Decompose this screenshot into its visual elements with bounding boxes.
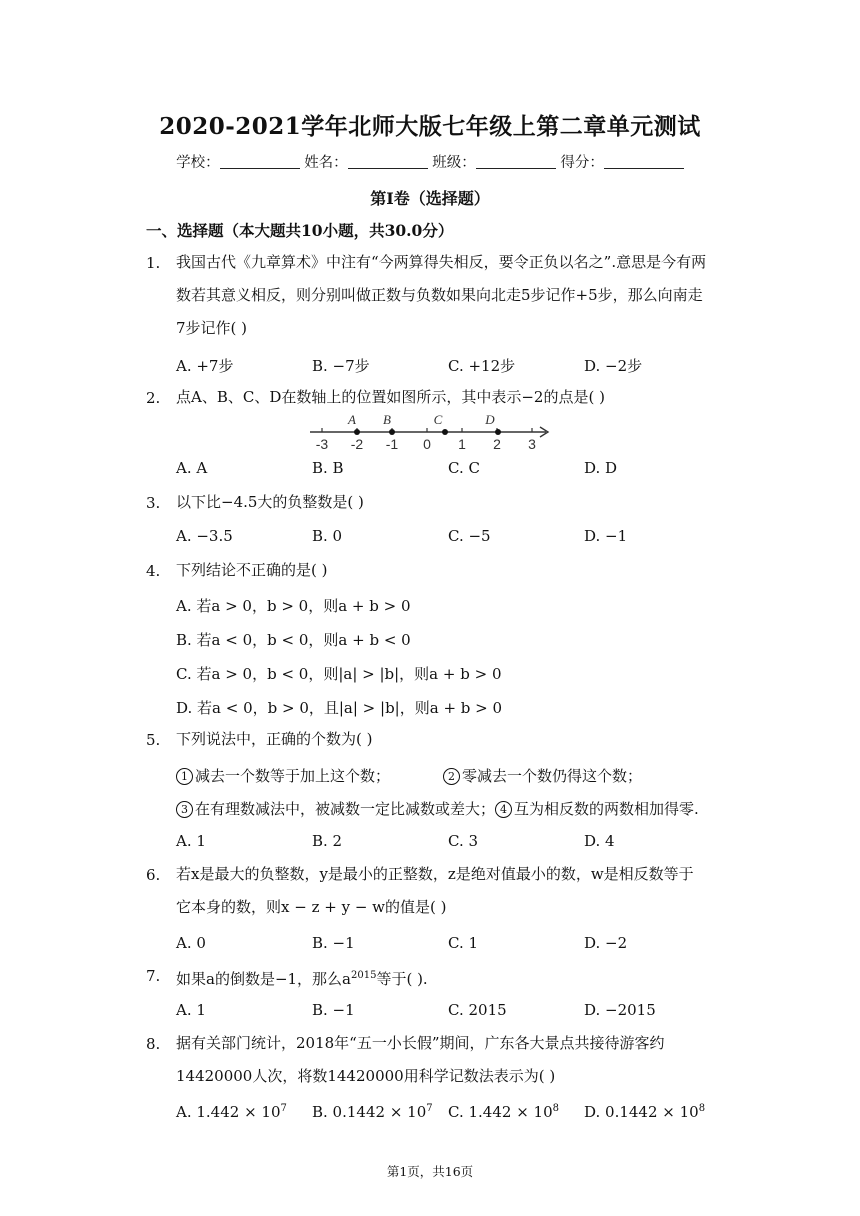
option-b: B. −1: [312, 1001, 355, 1019]
option-a: A. A: [176, 459, 208, 477]
tick-label: 3: [528, 436, 536, 452]
point-a-dot: [354, 429, 360, 435]
class-label: 班级：: [432, 155, 476, 171]
point-c-dot: [442, 429, 448, 435]
option-d: D. −1: [584, 527, 628, 545]
question-number: 5.: [146, 731, 161, 749]
option-c: C. −5: [448, 527, 491, 545]
question-line: 数若其意义相反，则分别叫做正数与负数如果向北走5步记作+5步，那么向南走: [176, 286, 703, 304]
option-a: A. 0: [176, 934, 206, 952]
exponent: 7: [280, 1103, 287, 1114]
option-a: A. +7步: [176, 357, 234, 375]
option-b: B. 0: [312, 527, 343, 545]
point-d-label: D: [485, 412, 495, 427]
option-d: D. 若a < 0，b > 0，且|a| > |b|，则a + b > 0: [176, 699, 503, 717]
question-line: 据有关部门统计，2018年“五一小长假”期间，广东各大景点共接待游客约: [176, 1034, 665, 1052]
option-d: D. −2步: [584, 357, 643, 375]
class-blank: [476, 154, 556, 169]
option-c: C. 3: [448, 832, 479, 850]
exponent: 8: [698, 1103, 706, 1114]
statement-text: 零减去一个数仍得这个数；: [462, 767, 643, 785]
question-line: 以下比−4.5大的负整数是( ): [176, 493, 364, 511]
option-b: B. $0.1442 \times 10^7$: [312, 1103, 433, 1121]
question-line: 14420000人次，将数14420000用科学记数法表示为( ): [176, 1067, 556, 1085]
option-d: D. $0.1442 \times 10^8$: [584, 1103, 706, 1121]
question-number: 6.: [146, 866, 161, 884]
volume-heading: 第I卷（选择题）: [370, 189, 490, 208]
question-number: 3.: [146, 494, 161, 512]
option-a: A. $1.442 \times 10^7$: [176, 1103, 287, 1121]
question-text: [176, 246, 716, 345]
question-line: [176, 959, 716, 996]
name-label: 姓名：: [304, 155, 348, 171]
point-c-label: C: [433, 412, 443, 427]
exponent: 8: [552, 1103, 559, 1114]
option-b: B. 2: [312, 832, 343, 850]
page-title: 2020-2021学年北师大版七年级上第二章单元测试: [159, 113, 701, 140]
question-number: 7.: [146, 967, 161, 985]
option-c: C. 2015: [448, 1001, 507, 1019]
school-label: 学校：: [176, 155, 220, 171]
statement-line: [176, 765, 390, 786]
tick-label: -3: [315, 436, 329, 452]
point-d-dot: [495, 429, 501, 435]
option-b: B. B: [312, 459, 344, 477]
statement-text: 减去一个数等于加上这个数；: [195, 767, 391, 785]
tick-label: -2: [350, 436, 364, 452]
option-b: B. −1: [312, 934, 355, 952]
statement-line: [443, 765, 642, 786]
question-line: 7步记作( ): [176, 319, 248, 337]
option-c: C. +12步: [448, 357, 516, 375]
option-c: C. C: [448, 459, 480, 477]
exponent: 7: [426, 1103, 433, 1114]
circled-number: 1: [176, 768, 193, 785]
question-text: [176, 858, 716, 924]
option-a: A. −3.5: [176, 527, 233, 545]
option-d: D. −2: [584, 934, 628, 952]
statement-text: 在有理数减法中，被减数一定比减数或差大；: [195, 800, 496, 818]
question-line: 它本身的数，则x − z + y − w的值是( ): [176, 898, 447, 916]
question-line: 点A、B、C、D在数轴上的位置如图所示，其中表示−2的点是( ): [176, 388, 605, 406]
question-number: 4.: [146, 562, 161, 580]
question-line: 下列结论不正确的是( ): [176, 561, 328, 579]
question-number: 8.: [146, 1035, 161, 1053]
option-a: A. 1: [176, 832, 206, 850]
section-heading: 一、选择题（本大题共10小题，共30.0分）: [146, 221, 454, 240]
question-line: 若x是最大的负整数，y是最小的正整数，z是绝对值最小的数，w是相反数等于: [176, 865, 694, 883]
tick-label: 1: [458, 436, 466, 452]
question-line: 我国古代《九章算术》中注有“今两算得失相反，要令正负以名之”.意思是今有两: [176, 253, 707, 271]
exponent: 2015: [351, 970, 377, 981]
option-b: B. −7步: [312, 357, 370, 375]
point-a-label: A: [348, 412, 356, 427]
question-text-pre: 如果a的倒数是−1，那么a: [176, 970, 351, 988]
option-c: C. 若a > 0，b < 0，则|a| > |b|，则a + b > 0: [176, 665, 502, 683]
option-c: C. 1: [448, 934, 479, 952]
tick-label: 2: [493, 436, 501, 452]
question-text-post: 等于( ).: [376, 970, 428, 988]
option-d: D. D: [584, 459, 618, 477]
option-a: A. 若a > 0，b > 0，则a + b > 0: [176, 597, 411, 615]
circled-number: 2: [443, 768, 460, 785]
circled-number: 3: [176, 801, 193, 818]
name-blank: [348, 154, 428, 169]
tick-label: 0: [423, 436, 431, 452]
student-info-line: [0, 151, 860, 172]
question-line: 下列说法中，正确的个数为( ): [176, 730, 373, 748]
question-number: 2.: [146, 389, 161, 407]
option-d: D. 4: [584, 832, 615, 850]
point-b-dot: [389, 429, 395, 435]
option-b: B. 若a < 0，b < 0，则a + b < 0: [176, 631, 411, 649]
school-blank: [220, 154, 300, 169]
number-line-figure: [300, 410, 560, 454]
point-b-label: B: [383, 412, 391, 427]
option-a: A. 1: [176, 1001, 206, 1019]
score-label: 得分：: [560, 155, 604, 171]
page-footer: 第1页，共16页: [386, 1164, 474, 1179]
statement-text: 互为相反数的两数相加得零.: [514, 800, 699, 818]
option-c: C. $1.442 \times 10^8$: [448, 1103, 559, 1121]
question-text: [176, 1027, 716, 1093]
option-d: D. −2015: [584, 1001, 656, 1019]
score-blank: [604, 154, 684, 169]
statement-line: [176, 798, 699, 819]
tick-label: -1: [385, 436, 399, 452]
circled-number: 4: [495, 801, 512, 818]
question-number: 1.: [146, 254, 161, 272]
